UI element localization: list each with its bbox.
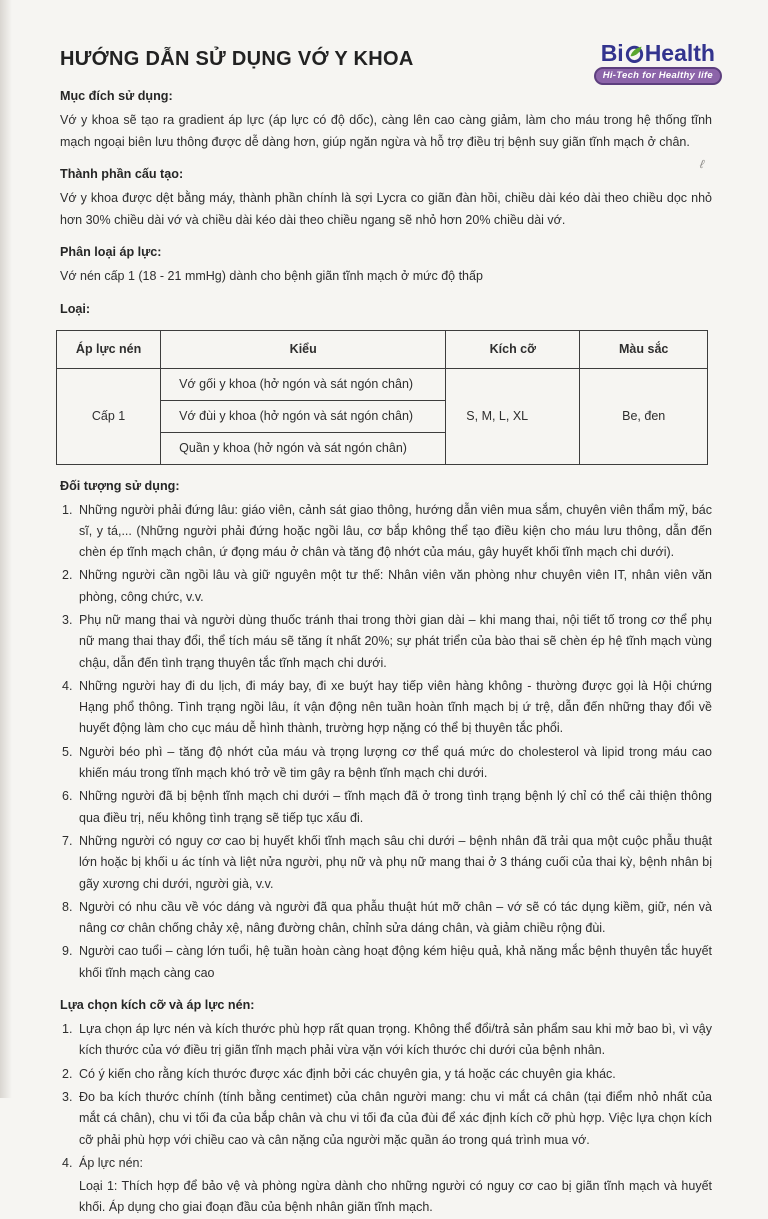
- sizing-item-2: Có ý kiến cho rằng kích thước được xác định bởi các chuyên gia, y tá hoặc các chuyên gia khác.: [79, 1066, 616, 1081]
- section-pressure-class-heading: Phân loại áp lực:: [60, 245, 162, 259]
- usage-item-4: Những người hay đi du lịch, đi máy bay, đi xe buýt hay tiếp viên hàng không - thường được gọi là Hội chứng Hạng phổ thông. Tình trạng ngồi lâu, ít vận động nên tuần hoàn tĩnh mạch bị ứ trệ, dẫn đến những thay đổi về huyết động làm cho cục máu dễ hình thành, trường hợp nặng có thể bị thuyên tắc phổi.: [79, 678, 712, 736]
- sizing-item-4: [62, 1153, 712, 1219]
- sizing-list: [60, 1019, 712, 1219]
- usage-item-9: Người cao tuổi – càng lớn tuổi, hệ tuần hoàn càng hoạt động kém hiệu quả, khả năng mắc bệnh thuyên tắc huyết khối tĩnh mạch càng cao: [79, 944, 712, 980]
- leaf-o-icon: [624, 43, 645, 64]
- section-purpose-body: Vớ y khoa sẽ tạo ra gradient áp lực (áp lực có độ dốc), càng lên cao càng giảm, làm cho máu trong hệ thống tĩnh mạch ngoại biên lưu thông được dễ dàng hơn, giúp ngăn ngừa và hỗ trợ điều trị bệnh suy giãn tĩnh mạch ở chân.: [60, 113, 712, 149]
- document-header: [60, 40, 715, 81]
- page-title: HƯỚNG DẪN SỬ DỤNG VỚ Y KHOA: [60, 48, 414, 70]
- biohealth-logo: [594, 42, 722, 85]
- cell-colors: Be, đen: [580, 368, 708, 464]
- table-header-row: [57, 330, 708, 368]
- logo-brand-suffix: Health: [644, 40, 715, 66]
- product-table: [56, 330, 708, 465]
- table-header-size: Kích cỡ: [446, 330, 580, 368]
- section-pressure-class-body: Vớ nén cấp 1 (18 - 21 mmHg) dành cho bệnh giãn tĩnh mạch ở mức độ thấp: [60, 269, 483, 283]
- sizing-heading: Lựa chọn kích cỡ và áp lực nén:: [60, 998, 255, 1013]
- pen-mark-artifact: ℓ: [699, 156, 705, 172]
- cell-style-thigh: Vớ đùi y khoa (hở ngón và sát ngón chân): [161, 400, 446, 432]
- sizing-item-1: Lựa chọn áp lực nén và kích thước phù hợp rất quan trọng. Không thể đổi/trả sản phẩm sau khi mở bao bì, vì vậy kích thước của vớ điều trị giãn tĩnh mạch phải vừa vặn với kích thước chi dưới của bệnh nhân.: [79, 1022, 712, 1058]
- usage-item-3: Phụ nữ mang thai và người dùng thuốc tránh thai trong thời gian dài – khi mang thai, nội tiết tố trong cơ thể phụ nữ mang thai thay đổi, thể tích máu sẽ tăng ít nhất 20%; sự phát triển của bào thai sẽ chèn ép hệ tĩnh mạch vùng chậu, dẫn đến tình trạng thuyên tắc tĩnh mạch chi dưới.: [79, 612, 712, 670]
- usage-item-7: Những người có nguy cơ cao bị huyết khối tĩnh mạch sâu chi dưới – bệnh nhân đã trải qua một cuộc phẫu thuật lớn hoặc bị khối u ác tính và liệt nửa người, phụ nữ và phụ nữ mang thai ở 3 tháng cuối của thai kỳ, bệnh nhân bị gãy xương chi dưới, người già, v.v.: [79, 833, 712, 891]
- usage-heading: Đối tượng sử dụng:: [60, 478, 180, 493]
- usage-item-2: Những người cần ngồi lâu và giữ nguyên một tư thế: Nhân viên văn phòng như chuyên viên IT, nhân viên văn phòng, công chức, v.v.: [79, 568, 712, 604]
- sizing-item-4-label: Áp lực nén:: [79, 1155, 143, 1170]
- section-composition-heading: Thành phần cấu tạo:: [60, 167, 184, 181]
- logo-tagline: Hi-Tech for Healthy life: [594, 67, 722, 85]
- usage-item-1: Những người phải đứng lâu: giáo viên, cảnh sát giao thông, hướng dẫn viên mua sắm, chuyên viên thẩm mỹ, bác sĩ, y tá,... (Những người phải đứng hoặc ngồi lâu, cơ bắp không thể tạo điều kiện cho máu lưu thông, dẫn đến chèn ép tĩnh mạch chân, ứ đọng máu ở chân và tăng độ nhớt của máu, gây huyết khối tĩnh mạch chi dưới).: [79, 502, 712, 560]
- sizing-level1-note: Loại 1: Thích hợp để bảo vệ và phòng ngừa dành cho những người có nguy cơ cao bị giãn tĩnh mạch và huyết khối. Áp dụng cho giai đoạn đầu của bệnh nhân giãn tĩnh mạch.: [79, 1179, 712, 1215]
- usage-item-8: Người có nhu cầu về vóc dáng và người đã qua phẫu thuật hút mỡ chân – vớ sẽ có tác dụng kiềm, giữ, nén và nâng cơ chân chống chảy xệ, nâng đường chân, chỉnh sửa dáng chân, và giảm chiều rộng đùi.: [79, 899, 712, 936]
- cell-pressure-level: Cấp 1: [57, 368, 161, 464]
- logo-brand-prefix: Bi: [600, 40, 624, 66]
- logo-brand: [601, 42, 715, 65]
- usage-item-6: Những người đã bị bệnh tĩnh mạch chi dưới – tĩnh mạch đã ở trong tình trạng bệnh lý chỉ có thể cải thiện thông qua điều trị, nếu không tình trạng sẽ tiếp tục xấu đi.: [79, 789, 712, 825]
- usage-item-5: Người béo phì – tăng độ nhớt của máu và trọng lượng cơ thể quá mức do cholesterol và lipid trong máu cao khiến máu trong tĩnh mạch khó trở về tim gây ra bệnh tĩnh mạch chi dưới.: [79, 744, 712, 781]
- table-row: [57, 368, 708, 400]
- table-header-style: Kiểu: [161, 330, 446, 368]
- sizing-item-3: Đo ba kích thước chính (tính bằng centimet) của chân người mang: chu vi mắt cá chân (tại điểm nhỏ nhất của mắt cá chân), chu vi tối đa của bắp chân và chu vi tối đa của đùi để xác định kích cỡ phù hợp. Việc lựa chọn kích cỡ phải phù hợp với chiều cao và cân nặng của người mặc quần áo trong quá trình mua vớ.: [79, 1089, 712, 1147]
- table-header-pressure: Áp lực nén: [57, 330, 161, 368]
- type-label: Loại:: [60, 301, 91, 316]
- section-composition-body: Vớ y khoa được dệt bằng máy, thành phần chính là sợi Lycra co giãn đàn hồi, chiều dài kéo dài theo chiều dọc nhỏ hơn 30% chiều dài vớ và chiều dài kéo dài theo chiều ngang sẽ nhỏ hơn 20% chiều dài vớ.: [60, 191, 712, 227]
- cell-style-knee: Vớ gối y khoa (hở ngón và sát ngón chân): [161, 368, 446, 400]
- usage-list: [60, 500, 712, 985]
- cell-sizes: S, M, L, XL: [446, 368, 580, 464]
- table-header-color: Màu sắc: [580, 330, 708, 368]
- cell-style-pantyhose: Quần y khoa (hở ngón và sát ngón chân): [161, 432, 446, 464]
- section-purpose-heading: Mục đích sử dụng:: [60, 89, 173, 103]
